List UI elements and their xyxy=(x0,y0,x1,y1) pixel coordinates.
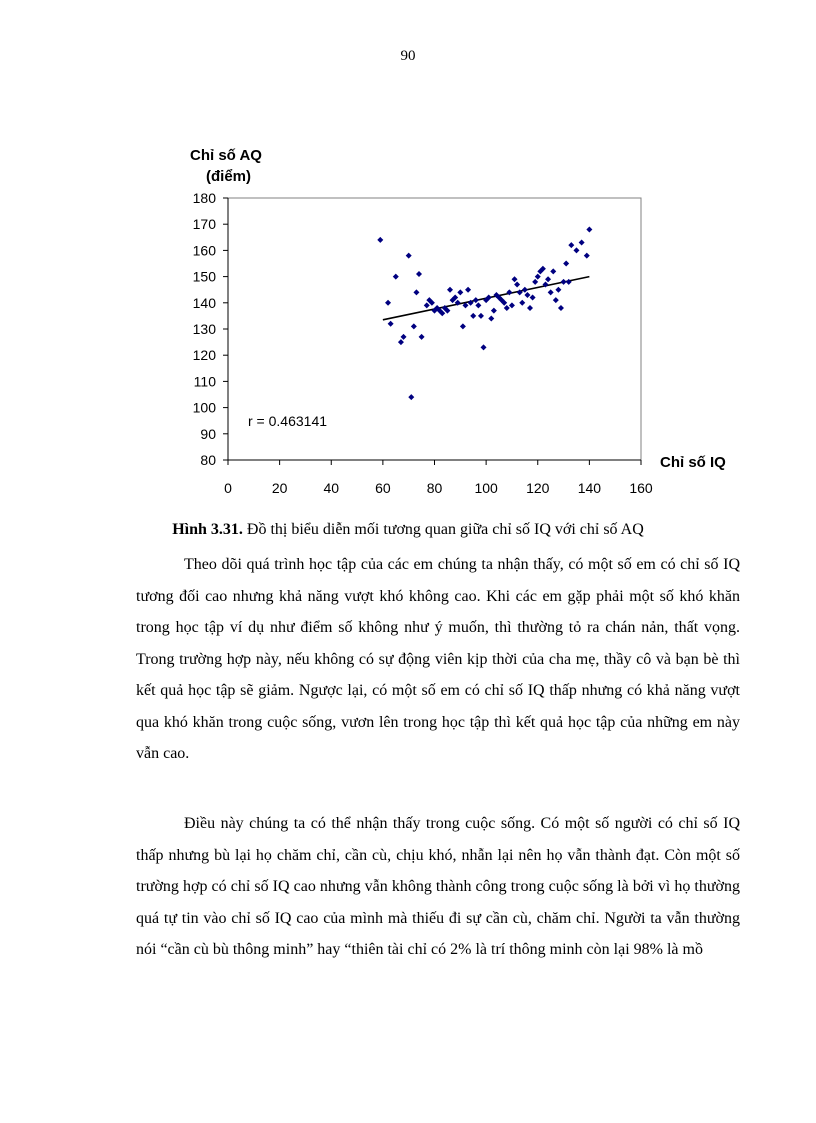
data-point xyxy=(548,289,554,295)
data-point xyxy=(481,344,487,350)
data-point xyxy=(532,279,538,285)
data-point xyxy=(419,334,425,340)
y-tick-label: 170 xyxy=(192,216,216,233)
data-point xyxy=(558,305,564,311)
x-axis-label: Chỉ số IQ xyxy=(660,454,726,471)
data-point xyxy=(411,323,417,329)
data-point xyxy=(563,261,569,267)
data-point xyxy=(512,276,518,282)
data-point xyxy=(535,274,541,280)
x-tick-label: 140 xyxy=(577,480,602,496)
data-point xyxy=(413,289,419,295)
y-tick-label: 180 xyxy=(192,190,216,206)
data-point xyxy=(488,316,494,322)
figure-caption xyxy=(0,521,816,539)
data-point xyxy=(514,281,520,287)
data-point xyxy=(545,276,551,282)
data-point xyxy=(393,274,399,280)
data-point xyxy=(416,271,422,277)
data-point xyxy=(475,302,481,308)
x-tick-label: 120 xyxy=(526,480,550,496)
y-tick-label: 80 xyxy=(200,452,216,468)
data-point xyxy=(465,287,471,293)
y-tick-label: 160 xyxy=(192,242,216,259)
x-tick-label: 80 xyxy=(426,480,443,496)
data-point xyxy=(522,287,528,293)
data-point xyxy=(377,237,383,243)
data-point xyxy=(388,321,394,327)
data-point xyxy=(530,295,536,301)
y-tick-label: 120 xyxy=(192,347,216,364)
data-point xyxy=(568,242,574,248)
data-point xyxy=(385,300,391,306)
data-point xyxy=(457,289,463,295)
data-point xyxy=(408,394,414,400)
y-axis-unit: (điểm) xyxy=(206,168,251,185)
data-point xyxy=(519,300,525,306)
figure-caption-text: Đồ thị biểu diễn mối tương quan giữa chỉ số IQ với chỉ số AQ xyxy=(242,521,644,538)
data-point xyxy=(561,279,567,285)
data-point xyxy=(473,297,479,303)
data-point xyxy=(584,253,590,259)
data-point xyxy=(398,339,404,345)
x-tick-label: 100 xyxy=(474,480,498,496)
body-paragraph-1: Theo dõi quá trình học tập của các em chúng ta nhận thấy, có một số em có chỉ số IQ tương đối cao nhưng khả năng vượt khó không cao. Khi các em gặp phải một số khó khăn trong học tập ví dụ như điểm số không như ý muốn, thì thường tỏ ra chán nản, thất vọng. Trong trường hợp này, nếu không có sự động viên kịp thời của cha mẹ, thầy cô và bạn bè thì kết quả học tập sẽ giảm. Ngược lại, có một số em có chỉ số IQ thấp nhưng có khả năng vượt qua khó khăn trong cuộc sống, vươn lên trong học tập thì kết quả học tập của những em này vẫn cao. xyxy=(136,556,740,762)
x-tick-label: 40 xyxy=(323,480,340,496)
figure-caption-label: Hình 3.31. xyxy=(172,521,243,538)
scatter-chart-svg xyxy=(180,140,740,500)
data-point xyxy=(460,323,466,329)
x-tick-label: 160 xyxy=(629,480,653,496)
data-point xyxy=(579,240,585,246)
data-point xyxy=(424,302,430,308)
data-point xyxy=(586,226,592,232)
correlation-annotation: r = 0.463141 xyxy=(248,413,328,429)
x-tick-label: 20 xyxy=(271,480,288,496)
y-tick-label: 140 xyxy=(192,294,216,311)
x-tick-label: 60 xyxy=(375,480,391,496)
y-tick-label: 130 xyxy=(192,321,216,337)
data-point xyxy=(550,268,556,274)
data-point xyxy=(491,308,497,314)
body-paragraph-1-block xyxy=(136,549,740,770)
data-point xyxy=(504,305,510,311)
data-point xyxy=(406,253,412,259)
y-axis-label: Chỉ số AQ xyxy=(190,147,262,164)
data-point xyxy=(524,292,530,298)
data-point xyxy=(553,297,559,303)
scatter-chart xyxy=(180,140,740,500)
data-point xyxy=(447,287,453,293)
y-tick-label: 100 xyxy=(192,399,216,416)
data-point xyxy=(470,313,476,319)
x-tick-label: 0 xyxy=(224,480,232,496)
y-tick-label: 150 xyxy=(192,268,216,285)
data-point xyxy=(527,305,533,311)
data-point xyxy=(478,313,484,319)
data-point xyxy=(401,334,407,340)
data-point xyxy=(555,287,561,293)
data-point xyxy=(509,302,515,308)
body-paragraph-2-block xyxy=(136,808,740,966)
data-point xyxy=(573,247,579,253)
page-number: 90 xyxy=(400,48,416,64)
body-paragraph-2: Điều này chúng ta có thể nhận thấy trong cuộc sống. Có một số người có chỉ số IQ thấp nhưng bù lại họ chăm chỉ, cần cù, chịu khó, nhẫn lại nên họ vẫn thành đạt. Còn một số trường hợp có chỉ số IQ cao nhưng vẫn không thành công trong cuộc sống là bởi vì họ thường quá tự tin vào chỉ số IQ cao của mình mà thiếu đi sự cần cù, chăm chỉ. Người ta vẫn thường nói “cần cù bù thông minh” hay “thiên tài chỉ có 2% là trí thông minh còn lại 98% là mồ xyxy=(136,815,740,958)
y-tick-label: 90 xyxy=(200,425,216,442)
y-tick-label: 110 xyxy=(193,373,216,390)
